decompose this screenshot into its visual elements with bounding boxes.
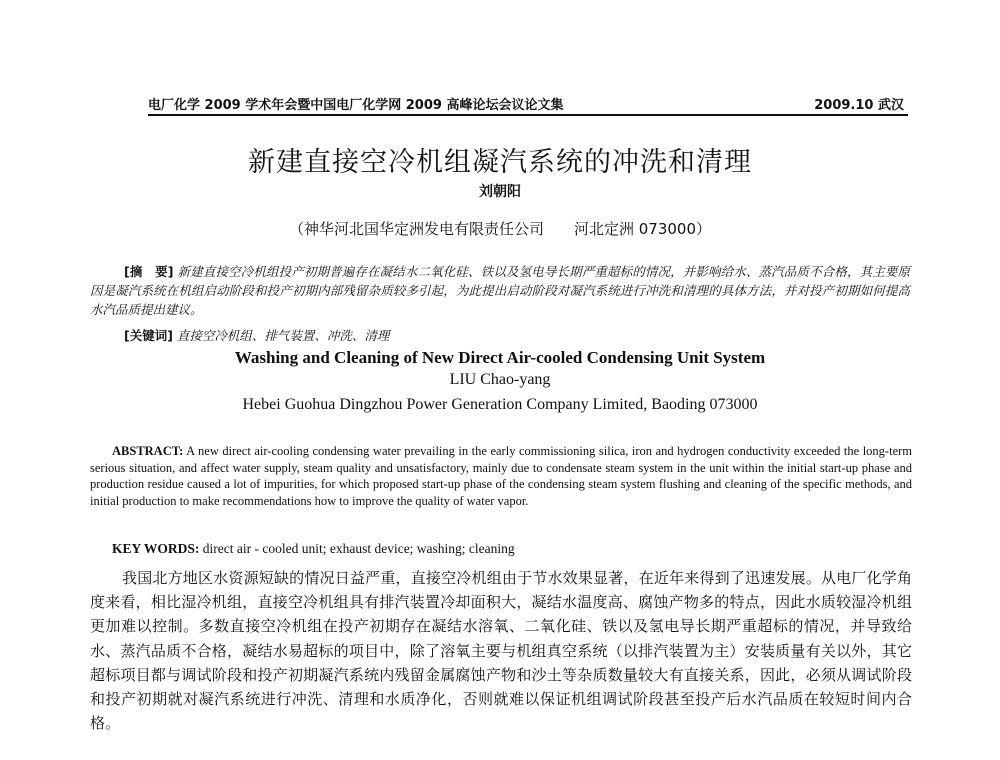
abstract-cn-text: 新建直接空冷机组投产初期普遍存在凝结水二氧化硅、铁以及氢电导长期严重超标的情况，并影响给水、蒸汽品质不合格，其主要原因是凝汽系统在机组启动阶段和投产初期内部残留杂质较多引起，为此提出启动阶段对凝汽系统进行冲洗和清理的具体方法，并对投产初期如何提高水汽品质提出建议。 — [90, 264, 910, 317]
affiliation-cn: （神华河北国华定洲发电有限责任公司 河北定洲 073000） — [288, 220, 712, 238]
body-paragraph: 我国北方地区水资源短缺的情况日益严重，直接空冷机组由于节水效果显著，在近年来得到了迅速发展。从电厂化学角度来看，相比湿冷机组，直接空冷机组具有排汽装置冷却面积大，凝结水温度高、腐蚀产物多的特点，因此水质较湿冷机组更加难以控制。多数直接空冷机组在投产初期存在凝结水溶氧、二氧化硅、铁以及氢电导长期严重超标的情况，并导致给水、蒸汽品质不合格，凝结水易超标的项目中，除了溶氧主要与机组真空系统（以排汽装置为主）安装质量有关以外，其它超标项目都与调试阶段和投产初期凝汽系统内残留金属腐蚀产物和沙土等杂质数量较大有直接关系，因此，必须从调试阶段和投产初期就对凝汽系统进行冲洗、清理和水质净化，否则就难以保证机组调试阶段甚至投产后水汽品质在较短时间内合格。 — [90, 569, 912, 733]
running-header — [148, 92, 908, 116]
body-text — [90, 566, 912, 735]
keywords-cn-label: [关键词] — [124, 328, 173, 343]
keywords-en — [112, 541, 902, 557]
keywords-cn-text: 直接空冷机组、排气装置、冲洗、清理 — [176, 328, 390, 343]
paper-title-en: Washing and Cleaning of New Direct Air-cooled Condensing Unit System — [234, 348, 766, 367]
abstract-cn — [90, 262, 910, 319]
author-cn: 刘朝阳 — [479, 184, 521, 200]
abstract-en-text: A new direct air-cooling condensing water prevailing in the early commissioning silica, iron and hydrogen conductivity exceeded the long-term serious situation, and affect water supply, steam quality and unsatisfactory, mainly due to condensate steam system in the unit within the initial start-up phase and production residue caused a lot of impurities, for which proposed start-up phase of the condensing steam system flushing and cleaning of the specific methods, and initial production to make recommendations how to improve the quality of water vapor. — [90, 444, 912, 508]
keywords-en-label: KEY WORDS: — [112, 541, 200, 556]
abstract-cn-label: [摘 要] — [124, 264, 174, 279]
header-date-location: 2009.10 武汉 — [814, 98, 904, 113]
header-proceedings-title: 电厂化学 2009 学术年会暨中国电厂化学网 2009 高峰论坛会议论文集 — [148, 98, 564, 113]
keywords-en-text: direct air - cooled unit; exhaust device; washing; cleaning — [202, 541, 515, 556]
affiliation-en: Hebei Guohua Dingzhou Power Generation Company Limited, Baoding 073000 — [242, 396, 758, 413]
abstract-en-label: ABSTRACT: — [112, 444, 184, 458]
paper-title-cn: 新建直接空冷机组凝汽系统的冲洗和清理 — [248, 147, 752, 178]
author-en: LIU Chao-yang — [449, 371, 551, 388]
abstract-en — [90, 443, 912, 509]
keywords-cn — [124, 326, 904, 344]
